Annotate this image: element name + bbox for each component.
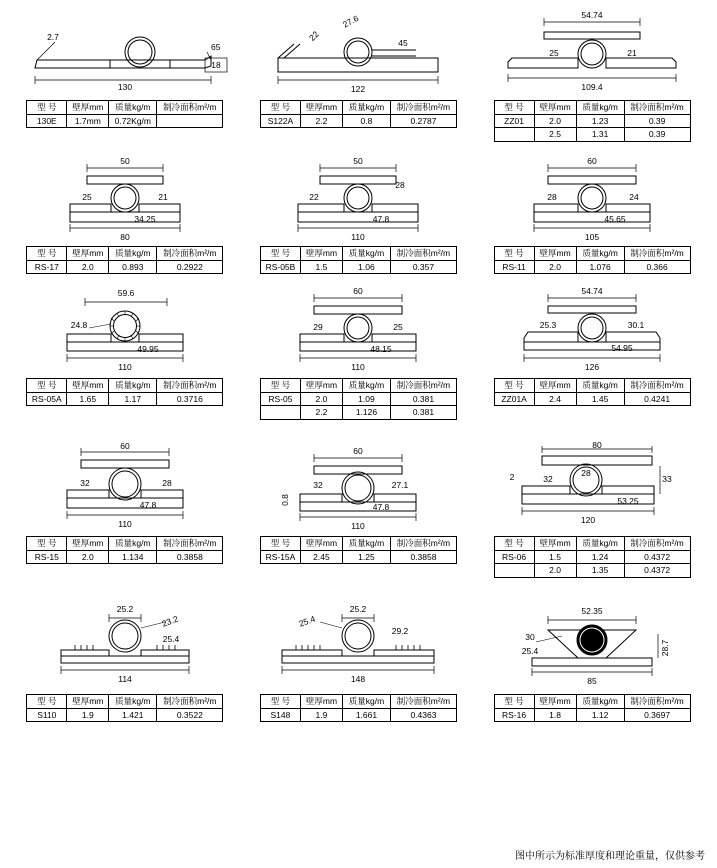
cell-model	[260, 406, 300, 420]
cell-model: ZZ01A	[494, 392, 534, 406]
footnote-text: 图中所示为标准厚度和理论重量，仅供参考	[515, 851, 705, 862]
cell-model: RS-15	[27, 550, 67, 564]
dim-label: 130	[117, 82, 132, 92]
cell-mass: 1.126	[342, 406, 390, 420]
header-wall: 壁厚mm	[534, 101, 576, 115]
dim-label: 54.95	[611, 343, 633, 354]
dim-label: 45.65	[604, 213, 626, 224]
cell-wall: 1.5	[534, 550, 576, 564]
block-RS-17	[8, 152, 242, 284]
header-mass: 质量kg/m	[109, 537, 157, 551]
cell-area: 0.2787	[390, 114, 456, 128]
cell-area: 0.3858	[390, 550, 456, 564]
block-RS-05	[242, 284, 476, 430]
header-model: 型 号	[27, 101, 67, 115]
dim-label: 2.7	[46, 32, 59, 42]
table-row	[494, 550, 690, 564]
cell-wall: 2.0	[534, 564, 576, 578]
spec-table-130E	[26, 100, 223, 128]
cell-area: 0.3858	[157, 550, 223, 564]
header-wall: 壁厚mm	[67, 379, 109, 393]
table-row	[27, 114, 223, 128]
cell-area: 0.4363	[390, 708, 456, 722]
table-row	[27, 550, 223, 564]
dim-label: 54.74	[581, 286, 603, 297]
block-S122A	[242, 6, 476, 152]
cell-mass: 1.661	[342, 708, 390, 722]
header-model: 型 号	[27, 537, 67, 551]
cell-mass: 1.25	[342, 550, 390, 564]
dim-label: 29	[313, 322, 324, 333]
figure-S148	[248, 600, 468, 692]
header-wall: 壁厚mm	[67, 246, 109, 260]
cell-mass: 0.72Kg/m	[109, 114, 157, 128]
dim-label: 25.2	[350, 603, 367, 614]
header-wall: 壁厚mm	[534, 246, 576, 260]
drawing-RS-15A	[248, 442, 468, 534]
table-row	[494, 260, 690, 274]
header-mass: 质量kg/m	[576, 246, 624, 260]
dim-label: 21	[158, 191, 168, 202]
dim-label: 49.95	[137, 344, 159, 355]
dim-label: 25	[549, 48, 559, 58]
dim-label: 47.8	[139, 500, 157, 510]
drawing-RS-15	[15, 442, 235, 534]
cell-area: 0.3522	[157, 708, 223, 722]
dim-label: 28.7	[660, 639, 671, 657]
figure-S122A	[248, 6, 468, 98]
dim-label: 48.15	[370, 344, 393, 355]
drawing-RS-05A	[15, 284, 235, 376]
dim-label: 47.8	[373, 213, 390, 224]
cell-model: 130E	[27, 114, 67, 128]
cell-mass: 1.45	[576, 392, 624, 406]
table-row	[27, 708, 223, 722]
block-S110	[8, 600, 242, 732]
header-mass: 质量kg/m	[109, 694, 157, 708]
cell-area: 0.39	[624, 128, 690, 142]
cell-mass: 1.421	[109, 708, 157, 722]
cell-mass: 1.31	[576, 128, 624, 142]
dim-label: 80	[120, 231, 130, 242]
table-row	[27, 392, 223, 406]
figure-row-4	[8, 442, 709, 588]
block-ZZ01	[475, 6, 709, 152]
figure-row-2	[8, 152, 709, 284]
dim-label: 60	[353, 446, 364, 456]
cell-area	[157, 114, 223, 128]
cell-model: S122A	[260, 114, 300, 128]
figure-row-5	[8, 600, 709, 732]
dim-label: 60	[587, 155, 597, 166]
drawing-RS-05	[248, 284, 468, 376]
header-mass: 质量kg/m	[342, 101, 390, 115]
header-model: 型 号	[260, 537, 300, 551]
cell-mass: 1.09	[342, 392, 390, 406]
block-RS-05A	[8, 284, 242, 430]
dim-label: 22	[309, 191, 320, 202]
drawing-S110	[15, 600, 235, 692]
header-mass: 质量kg/m	[576, 379, 624, 393]
header-mass: 质量kg/m	[576, 101, 624, 115]
block-S148	[242, 600, 476, 732]
drawing-130E	[15, 6, 235, 98]
dim-label: 45	[398, 38, 409, 48]
cell-model: S110	[27, 708, 67, 722]
cell-model: RS-17	[27, 260, 67, 274]
table-row	[260, 550, 456, 564]
cell-wall: 2.0	[534, 260, 576, 274]
table-row	[494, 708, 690, 722]
drawing-ZZ01	[482, 6, 702, 98]
cell-area: 0.3716	[157, 392, 223, 406]
cell-model: RS-05A	[27, 392, 67, 406]
spec-table-S110	[26, 694, 223, 722]
header-area: 制冷面积m²/m	[157, 537, 223, 551]
header-mass: 质量kg/m	[576, 694, 624, 708]
figure-row-1	[8, 6, 709, 152]
header-wall: 壁厚mm	[300, 537, 342, 551]
header-area: 制冷面积m²/m	[157, 101, 223, 115]
cell-model: RS-06	[494, 550, 534, 564]
cell-area: 0.4372	[624, 550, 690, 564]
cell-wall: 1.9	[300, 708, 342, 722]
spec-table-RS-11	[494, 246, 691, 274]
cell-wall: 2.0	[67, 260, 109, 274]
figure-RS-15A	[248, 442, 468, 534]
dim-label: 24.8	[70, 320, 88, 331]
cell-model	[494, 128, 534, 142]
cell-area: 0.381	[390, 392, 456, 406]
dim-label: 110	[351, 521, 366, 531]
drawing-RS-06	[482, 442, 702, 534]
header-area: 制冷面积m²/m	[390, 537, 456, 551]
header-mass: 质量kg/m	[109, 379, 157, 393]
figure-row-3	[8, 284, 709, 430]
figure-ZZ01	[482, 6, 702, 98]
dim-label: 120	[581, 515, 596, 525]
cell-wall: 2.2	[300, 114, 342, 128]
dim-label: 23.2	[160, 613, 180, 629]
cell-mass: 1.17	[109, 392, 157, 406]
cell-mass: 1.076	[576, 260, 624, 274]
cell-wall: 1.9	[67, 708, 109, 722]
cell-wall: 2.4	[534, 392, 576, 406]
header-mass: 质量kg/m	[342, 694, 390, 708]
header-mass: 质量kg/m	[342, 246, 390, 260]
dim-label: 27.6	[341, 13, 361, 30]
cell-wall: 1.8	[534, 708, 576, 722]
block-RS-05B	[242, 152, 476, 284]
cell-model: RS-05B	[260, 260, 300, 274]
header-area: 制冷面积m²/m	[624, 246, 690, 260]
block-RS-16	[475, 600, 709, 732]
cell-mass: 0.893	[109, 260, 157, 274]
header-model: 型 号	[260, 379, 300, 393]
cell-area: 0.3697	[624, 708, 690, 722]
row-spacer	[8, 430, 709, 442]
drawing-RS-11	[482, 152, 702, 244]
cell-mass: 1.24	[576, 550, 624, 564]
drawing-RS-17	[15, 152, 235, 244]
header-wall: 壁厚mm	[67, 101, 109, 115]
header-mass: 质量kg/m	[576, 537, 624, 551]
header-wall: 壁厚mm	[67, 694, 109, 708]
figure-RS-16	[482, 600, 702, 692]
figure-RS-05A	[15, 284, 235, 376]
header-model: 型 号	[494, 101, 534, 115]
figure-RS-05B	[248, 152, 468, 244]
header-mass: 质量kg/m	[342, 537, 390, 551]
dim-label: 28	[395, 179, 406, 190]
dim-label: 50	[353, 155, 364, 166]
dim-label: 110	[118, 519, 132, 529]
cell-area: 0.2922	[157, 260, 223, 274]
header-area: 制冷面积m²/m	[390, 246, 456, 260]
header-area: 制冷面积m²/m	[157, 246, 223, 260]
block-RS-15A	[242, 442, 476, 588]
header-model: 型 号	[27, 694, 67, 708]
dim-label: 53.25	[617, 496, 639, 506]
dim-label: 34.25	[134, 213, 156, 224]
header-wall: 壁厚mm	[300, 101, 342, 115]
header-area: 制冷面积m²/m	[157, 694, 223, 708]
spec-table-RS-05B	[260, 246, 457, 274]
cell-area: 0.381	[390, 406, 456, 420]
header-area: 制冷面积m²/m	[157, 379, 223, 393]
cell-mass: 1.35	[576, 564, 624, 578]
figure-RS-05	[248, 284, 468, 376]
dim-label: 109.4	[581, 82, 603, 92]
block-RS-11	[475, 152, 709, 284]
dim-label: 18	[211, 60, 221, 70]
drawing-RS-16	[482, 600, 702, 692]
drawing-RS-05B	[248, 152, 468, 244]
header-area: 制冷面积m²/m	[624, 694, 690, 708]
block-RS-15	[8, 442, 242, 588]
header-area: 制冷面积m²/m	[390, 379, 456, 393]
header-wall: 壁厚mm	[534, 694, 576, 708]
cell-model: RS-16	[494, 708, 534, 722]
header-model: 型 号	[260, 246, 300, 260]
row-spacer	[8, 588, 709, 600]
table-row	[494, 392, 690, 406]
table-row	[494, 114, 690, 128]
header-mass: 质量kg/m	[342, 379, 390, 393]
spec-table-RS-05A	[26, 378, 223, 406]
spec-table-ZZ01A	[494, 378, 691, 406]
figure-ZZ01A	[482, 284, 702, 376]
dim-label: 80	[592, 442, 602, 450]
dim-label: 148	[351, 673, 366, 684]
table-row	[260, 406, 456, 420]
drawing-S122A	[248, 6, 468, 98]
header-model: 型 号	[27, 379, 67, 393]
cell-mass: 1.06	[342, 260, 390, 274]
header-area: 制冷面积m²/m	[624, 379, 690, 393]
dim-label: 50	[120, 155, 130, 166]
header-wall: 壁厚mm	[67, 537, 109, 551]
dim-label: 65	[210, 42, 221, 52]
header-model: 型 号	[494, 379, 534, 393]
figure-RS-06	[482, 442, 702, 534]
cell-mass: 1.12	[576, 708, 624, 722]
header-area: 制冷面积m²/m	[390, 101, 456, 115]
table-row	[260, 114, 456, 128]
dim-label: 25	[82, 191, 92, 202]
cell-area: 0.4241	[624, 392, 690, 406]
table-row	[260, 708, 456, 722]
dim-label: 28	[547, 191, 557, 202]
dim-label: 25.4	[297, 613, 317, 629]
cell-wall: 1.7mm	[67, 114, 109, 128]
header-model: 型 号	[494, 246, 534, 260]
table-row	[260, 392, 456, 406]
dim-label: 59.6	[117, 288, 135, 299]
header-area: 制冷面积m²/m	[390, 694, 456, 708]
cell-mass: 0.8	[342, 114, 390, 128]
cell-wall: 2.0	[534, 114, 576, 128]
spec-table-RS-06	[494, 536, 691, 578]
drawing-ZZ01A	[482, 284, 702, 376]
dim-label: 32	[80, 478, 90, 488]
header-area: 制冷面积m²/m	[624, 101, 690, 115]
dim-label: 25.3	[539, 320, 557, 331]
dim-label: 25.2	[116, 603, 134, 614]
block-ZZ01A	[475, 284, 709, 430]
cell-wall: 1.65	[67, 392, 109, 406]
header-model: 型 号	[260, 101, 300, 115]
dim-label: 30	[525, 631, 535, 642]
dim-label: 126	[585, 362, 600, 373]
figure-130E	[15, 6, 235, 98]
dim-label: 110	[118, 362, 132, 373]
dim-label: 122	[351, 84, 366, 94]
figure-S110	[15, 600, 235, 692]
cell-wall: 2.5	[534, 128, 576, 142]
dim-label: 60	[120, 442, 130, 451]
dim-label: 33	[662, 474, 672, 484]
dim-label: 60	[353, 286, 364, 297]
header-model: 型 号	[260, 694, 300, 708]
figure-RS-15	[15, 442, 235, 534]
header-model: 型 号	[494, 537, 534, 551]
block-RS-06	[475, 442, 709, 588]
dim-label: 22	[307, 28, 322, 43]
header-mass: 质量kg/m	[109, 101, 157, 115]
cell-area: 0.39	[624, 114, 690, 128]
header-wall: 壁厚mm	[534, 379, 576, 393]
cell-wall: 2.45	[300, 550, 342, 564]
cell-wall: 1.5	[300, 260, 342, 274]
spec-table-RS-15	[26, 536, 223, 564]
dim-label: 32	[543, 474, 553, 484]
cell-model: ZZ01	[494, 114, 534, 128]
cell-wall: 2.2	[300, 406, 342, 420]
spec-table-RS-16	[494, 694, 691, 722]
header-model: 型 号	[27, 246, 67, 260]
figure-RS-11	[482, 152, 702, 244]
dim-label: 27.1	[392, 480, 409, 490]
dim-label: 25.4	[162, 633, 180, 644]
cell-area: 0.366	[624, 260, 690, 274]
cell-area: 0.357	[390, 260, 456, 274]
spec-table-RS-05	[260, 378, 457, 420]
dim-label: 25.4	[521, 645, 539, 656]
header-wall: 壁厚mm	[300, 694, 342, 708]
cell-wall: 2.0	[67, 550, 109, 564]
dim-label: 110	[351, 231, 366, 242]
drawing-S148	[248, 600, 468, 692]
table-row	[494, 128, 690, 142]
table-row	[27, 260, 223, 274]
header-model: 型 号	[494, 694, 534, 708]
dim-label: 52.35	[581, 605, 603, 616]
dim-label: 105	[585, 231, 600, 242]
cell-wall: 2.0	[300, 392, 342, 406]
header-wall: 壁厚mm	[300, 246, 342, 260]
dim-label: 32	[313, 480, 324, 490]
table-row	[494, 564, 690, 578]
dim-label: 24	[629, 191, 639, 202]
cell-model: S148	[260, 708, 300, 722]
spec-table-RS-15A	[260, 536, 457, 564]
spec-table-S148	[260, 694, 457, 722]
dim-label: 114	[118, 673, 132, 684]
spec-table-RS-17	[26, 246, 223, 274]
dim-label: 110	[351, 362, 366, 373]
cell-model: RS-15A	[260, 550, 300, 564]
cell-model	[494, 564, 534, 578]
header-wall: 壁厚mm	[300, 379, 342, 393]
dim-label: 0.8	[280, 494, 291, 506]
dim-label: 29.2	[392, 625, 409, 636]
figure-RS-17	[15, 152, 235, 244]
spec-table-S122A	[260, 100, 457, 128]
dim-label: 21	[627, 48, 637, 58]
table-row	[260, 260, 456, 274]
cell-mass: 1.23	[576, 114, 624, 128]
header-mass: 质量kg/m	[109, 246, 157, 260]
dim-label: 28	[581, 468, 591, 478]
cell-model: RS-11	[494, 260, 534, 274]
cell-area: 0.4372	[624, 564, 690, 578]
block-130E	[8, 6, 242, 152]
dim-label: 30.1	[627, 320, 645, 331]
cell-mass: 1.134	[109, 550, 157, 564]
spec-table-ZZ01	[494, 100, 691, 142]
header-area: 制冷面积m²/m	[624, 537, 690, 551]
dim-label: 2	[509, 472, 515, 482]
dim-label: 28	[162, 478, 172, 488]
cell-model: RS-05	[260, 392, 300, 406]
dim-label: 54.74	[581, 10, 603, 20]
dim-label: 85	[587, 675, 597, 686]
dim-label: 47.8	[373, 502, 390, 512]
dim-label: 25	[393, 322, 404, 333]
header-wall: 壁厚mm	[534, 537, 576, 551]
